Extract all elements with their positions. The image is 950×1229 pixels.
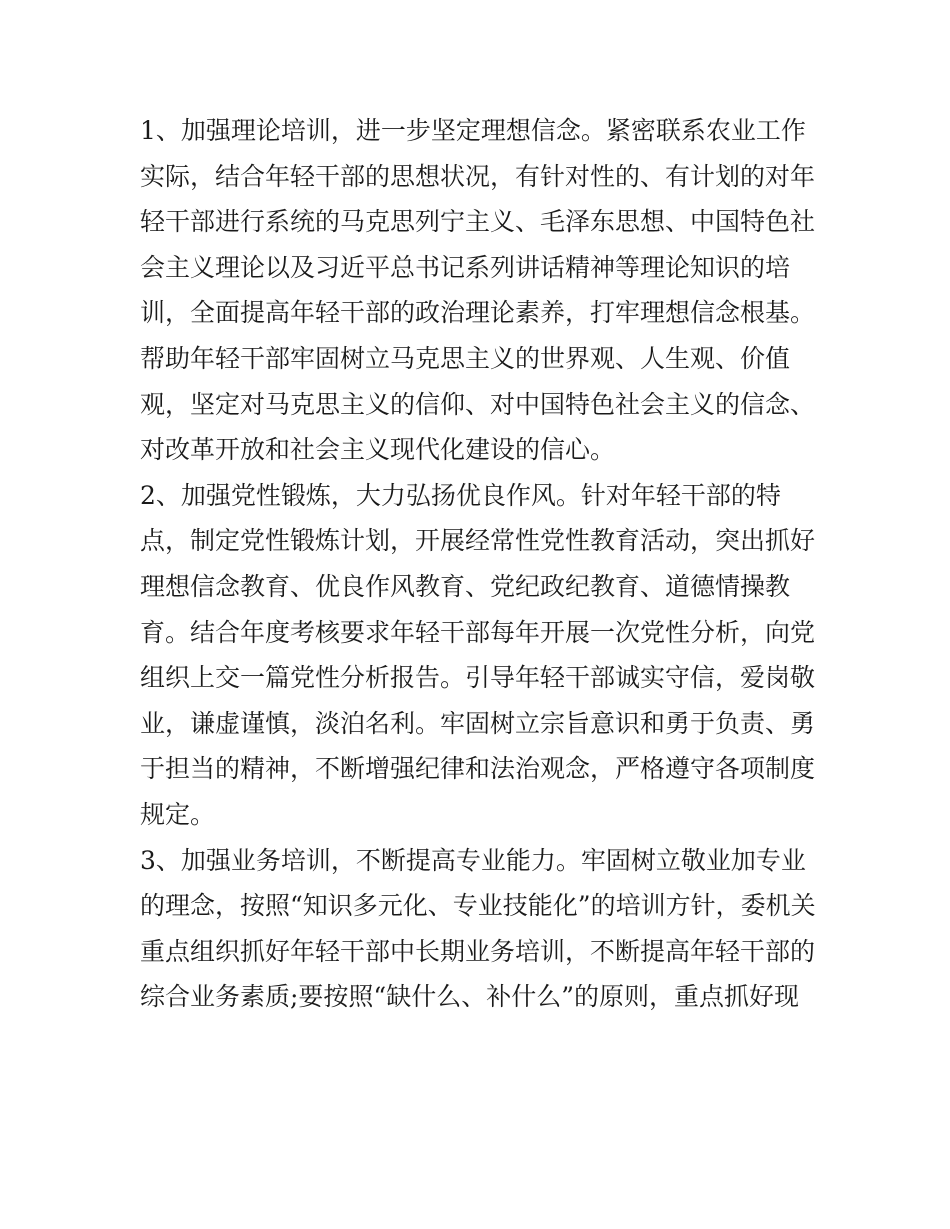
- text-line: 组织上交一篇党性分析报告。引导年轻干部诚实守信，爱岗敬: [140, 663, 816, 693]
- text-line: 业，谦虚谨慎，淡泊名利。牢固树立宗旨意识和勇于负责、勇: [140, 708, 816, 738]
- text-line: 育。结合年度考核要求年轻干部每年开展一次党性分析，向党: [140, 617, 816, 647]
- text-line: 2、加强党性锻炼，大力弘扬优良作风。针对年轻干部的特: [140, 480, 781, 510]
- text-line: 1、加强理论培训，进一步坚定理想信念。紧密联系农业工作: [140, 116, 806, 145]
- text-line: 重点组织抓好年轻干部中长期业务培训，不断提高年轻干部的: [140, 936, 816, 966]
- document-page: [140, 108, 816, 1020]
- text-line: 点，制定党性锻炼计划，开展经常性党性教育活动，突出抓好: [140, 526, 816, 556]
- text-line: 训，全面提高年轻干部的政治理论素养，打牢理想信念根基。: [140, 298, 816, 328]
- text-line: 的理念，按照“知识多元化、专业技能化”的培训方针，委机关: [140, 891, 816, 921]
- paragraph-1: [140, 108, 816, 473]
- text-line: 对改革开放和社会主义现代化建设的信心。: [140, 435, 616, 465]
- text-line: 观，坚定对马克思主义的信仰、对中国特色社会主义的信念、: [140, 389, 816, 419]
- text-line: 3、加强业务培训，不断提高专业能力。牢固树立敬业加专业: [140, 845, 806, 875]
- text-line: 会主义理论以及习近平总书记系列讲话精神等理论知识的培: [140, 252, 791, 282]
- text-line: 实际，结合年轻干部的思想状况，有针对性的、有计划的对年: [140, 161, 816, 191]
- text-line: 规定。: [140, 799, 216, 829]
- text-line: 轻干部进行系统的马克思列宁主义、毛泽东思想、中国特色社: [140, 207, 816, 237]
- text-line: 帮助年轻干部牢固树立马克思主义的世界观、人生观、价值: [140, 343, 791, 373]
- paragraph-2: [140, 473, 816, 838]
- text-line: 理想信念教育、优良作风教育、党纪政纪教育、道德情操教: [140, 571, 791, 601]
- text-line: 于担当的精神，不断增强纪律和法治观念，严格遵守各项制度: [140, 754, 816, 784]
- text-line: 综合业务素质;要按照“缺什么、补什么”的原则，重点抓好现: [140, 982, 799, 1012]
- paragraph-3: [140, 838, 816, 1020]
